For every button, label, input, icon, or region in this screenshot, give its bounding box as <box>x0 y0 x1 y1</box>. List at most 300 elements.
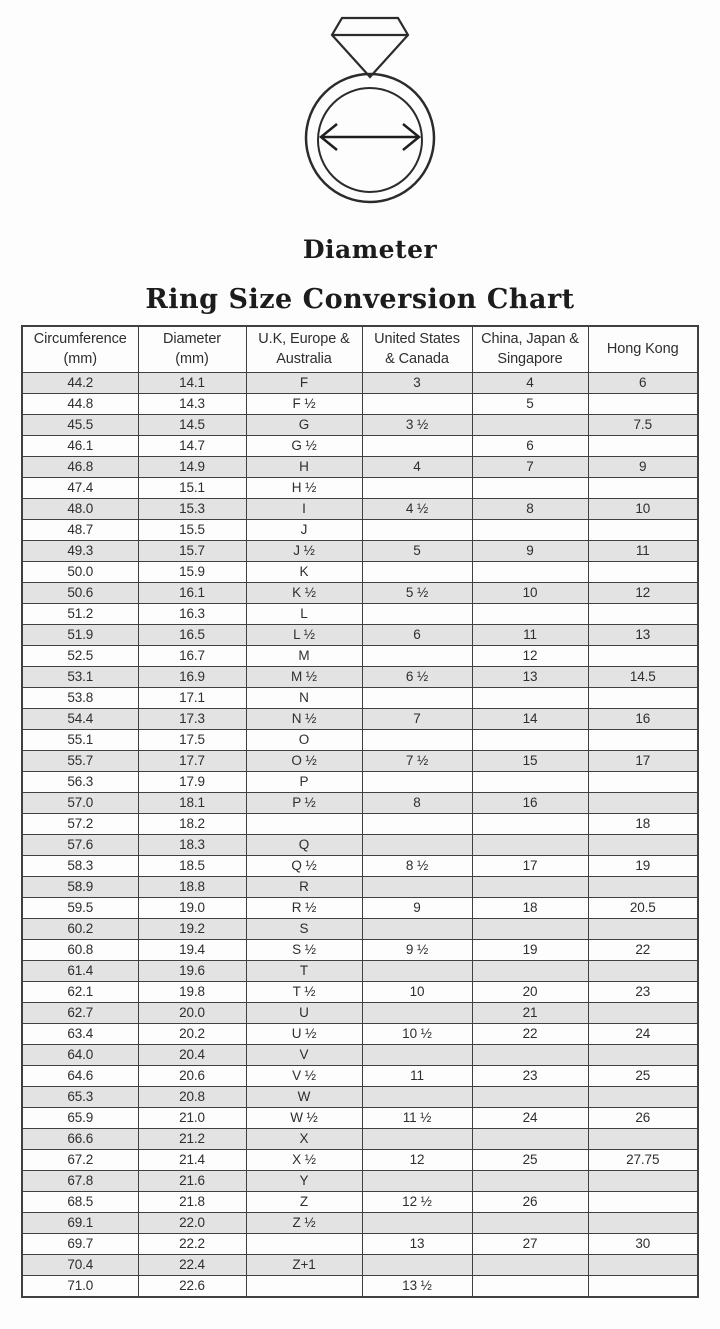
cell-hong-kong <box>588 918 698 939</box>
cell-hong-kong <box>588 1128 698 1149</box>
cell-uk-europe-australia: G ½ <box>246 435 362 456</box>
table-row <box>22 435 698 456</box>
cell-uk-europe-australia: N <box>246 687 362 708</box>
cell-circumference-mm: 54.4 <box>22 708 138 729</box>
cell-diameter-mm: 22.4 <box>138 1254 246 1275</box>
cell-hong-kong <box>588 645 698 666</box>
table-row <box>22 1212 698 1233</box>
cell-circumference-mm: 57.0 <box>22 792 138 813</box>
cell-us-canada: 11 ½ <box>362 1107 472 1128</box>
cell-china-japan-singapore <box>472 1254 588 1275</box>
table-row <box>22 939 698 960</box>
cell-circumference-mm: 69.7 <box>22 1233 138 1254</box>
cell-hong-kong <box>588 393 698 414</box>
cell-diameter-mm: 17.5 <box>138 729 246 750</box>
cell-circumference-mm: 49.3 <box>22 540 138 561</box>
cell-hong-kong <box>588 1002 698 1023</box>
cell-china-japan-singapore: 14 <box>472 708 588 729</box>
cell-hong-kong <box>588 1275 698 1297</box>
cell-us-canada <box>362 918 472 939</box>
column-header-hong-kong: Hong Kong <box>588 326 698 372</box>
cell-diameter-mm: 18.5 <box>138 855 246 876</box>
cell-china-japan-singapore: 9 <box>472 540 588 561</box>
cell-hong-kong: 12 <box>588 582 698 603</box>
cell-diameter-mm: 15.1 <box>138 477 246 498</box>
cell-circumference-mm: 60.8 <box>22 939 138 960</box>
cell-us-canada <box>362 1170 472 1191</box>
cell-uk-europe-australia: H <box>246 456 362 477</box>
cell-china-japan-singapore: 24 <box>472 1107 588 1128</box>
table-row <box>22 540 698 561</box>
table-row <box>22 813 698 834</box>
cell-diameter-mm: 21.6 <box>138 1170 246 1191</box>
cell-circumference-mm: 50.6 <box>22 582 138 603</box>
table-row <box>22 1065 698 1086</box>
table-row <box>22 561 698 582</box>
cell-uk-europe-australia: U <box>246 1002 362 1023</box>
cell-hong-kong <box>588 834 698 855</box>
cell-hong-kong <box>588 729 698 750</box>
cell-uk-europe-australia: P <box>246 771 362 792</box>
cell-circumference-mm: 50.0 <box>22 561 138 582</box>
table-row <box>22 876 698 897</box>
table-row <box>22 897 698 918</box>
cell-circumference-mm: 58.3 <box>22 855 138 876</box>
table-row <box>22 771 698 792</box>
cell-us-canada: 3 <box>362 372 472 393</box>
cell-us-canada: 10 <box>362 981 472 1002</box>
cell-circumference-mm: 60.2 <box>22 918 138 939</box>
cell-us-canada <box>362 393 472 414</box>
cell-china-japan-singapore <box>472 477 588 498</box>
table-row <box>22 1233 698 1254</box>
cell-uk-europe-australia <box>246 1233 362 1254</box>
table-row <box>22 1044 698 1065</box>
table-row <box>22 708 698 729</box>
cell-hong-kong: 14.5 <box>588 666 698 687</box>
cell-hong-kong: 26 <box>588 1107 698 1128</box>
cell-china-japan-singapore: 10 <box>472 582 588 603</box>
cell-uk-europe-australia: U ½ <box>246 1023 362 1044</box>
cell-diameter-mm: 16.3 <box>138 603 246 624</box>
cell-diameter-mm: 19.2 <box>138 918 246 939</box>
cell-uk-europe-australia: P ½ <box>246 792 362 813</box>
cell-china-japan-singapore: 17 <box>472 855 588 876</box>
table-row <box>22 1128 698 1149</box>
table-row <box>22 456 698 477</box>
ring-size-conversion-table <box>21 325 699 1298</box>
cell-uk-europe-australia: L ½ <box>246 624 362 645</box>
cell-diameter-mm: 21.0 <box>138 1107 246 1128</box>
cell-diameter-mm: 19.6 <box>138 960 246 981</box>
table-row <box>22 624 698 645</box>
cell-china-japan-singapore <box>472 519 588 540</box>
cell-us-canada <box>362 771 472 792</box>
cell-hong-kong <box>588 519 698 540</box>
cell-china-japan-singapore: 20 <box>472 981 588 1002</box>
cell-uk-europe-australia: K <box>246 561 362 582</box>
cell-us-canada <box>362 834 472 855</box>
cell-uk-europe-australia: M ½ <box>246 666 362 687</box>
cell-hong-kong: 6 <box>588 372 698 393</box>
cell-china-japan-singapore <box>472 960 588 981</box>
cell-diameter-mm: 19.8 <box>138 981 246 1002</box>
cell-circumference-mm: 59.5 <box>22 897 138 918</box>
cell-circumference-mm: 51.9 <box>22 624 138 645</box>
cell-uk-europe-australia: Q <box>246 834 362 855</box>
cell-uk-europe-australia: V <box>246 1044 362 1065</box>
cell-us-canada <box>362 1002 472 1023</box>
cell-diameter-mm: 17.1 <box>138 687 246 708</box>
cell-hong-kong: 13 <box>588 624 698 645</box>
cell-hong-kong <box>588 1212 698 1233</box>
cell-china-japan-singapore <box>472 729 588 750</box>
cell-hong-kong <box>588 477 698 498</box>
cell-china-japan-singapore <box>472 834 588 855</box>
cell-us-canada <box>362 813 472 834</box>
cell-us-canada: 4 ½ <box>362 498 472 519</box>
cell-us-canada <box>362 960 472 981</box>
cell-hong-kong <box>588 1191 698 1212</box>
cell-uk-europe-australia: T <box>246 960 362 981</box>
column-header-uk-europe-australia: U.K, Europe & Australia <box>246 326 362 372</box>
cell-hong-kong <box>588 435 698 456</box>
cell-hong-kong <box>588 792 698 813</box>
cell-us-canada: 7 <box>362 708 472 729</box>
cell-china-japan-singapore <box>472 414 588 435</box>
cell-circumference-mm: 55.7 <box>22 750 138 771</box>
table-row <box>22 834 698 855</box>
cell-diameter-mm: 14.1 <box>138 372 246 393</box>
table-row <box>22 1023 698 1044</box>
table-row <box>22 1107 698 1128</box>
cell-circumference-mm: 66.6 <box>22 1128 138 1149</box>
cell-uk-europe-australia: V ½ <box>246 1065 362 1086</box>
cell-uk-europe-australia: F <box>246 372 362 393</box>
cell-diameter-mm: 16.1 <box>138 582 246 603</box>
cell-china-japan-singapore: 23 <box>472 1065 588 1086</box>
cell-hong-kong: 22 <box>588 939 698 960</box>
cell-china-japan-singapore: 15 <box>472 750 588 771</box>
table-row <box>22 750 698 771</box>
cell-hong-kong: 20.5 <box>588 897 698 918</box>
table-row <box>22 1149 698 1170</box>
cell-circumference-mm: 48.0 <box>22 498 138 519</box>
cell-hong-kong <box>588 771 698 792</box>
cell-diameter-mm: 19.4 <box>138 939 246 960</box>
cell-uk-europe-australia <box>246 1275 362 1297</box>
cell-uk-europe-australia: Q ½ <box>246 855 362 876</box>
cell-us-canada <box>362 1212 472 1233</box>
cell-us-canada <box>362 603 472 624</box>
cell-circumference-mm: 47.4 <box>22 477 138 498</box>
cell-china-japan-singapore: 27 <box>472 1233 588 1254</box>
cell-diameter-mm: 22.2 <box>138 1233 246 1254</box>
cell-hong-kong <box>588 561 698 582</box>
cell-uk-europe-australia: M <box>246 645 362 666</box>
cell-us-canada <box>362 1254 472 1275</box>
cell-china-japan-singapore <box>472 687 588 708</box>
cell-china-japan-singapore: 7 <box>472 456 588 477</box>
cell-china-japan-singapore: 25 <box>472 1149 588 1170</box>
cell-uk-europe-australia: W ½ <box>246 1107 362 1128</box>
cell-us-canada <box>362 519 472 540</box>
cell-uk-europe-australia: T ½ <box>246 981 362 1002</box>
cell-hong-kong <box>588 960 698 981</box>
cell-china-japan-singapore: 8 <box>472 498 588 519</box>
cell-diameter-mm: 17.9 <box>138 771 246 792</box>
cell-circumference-mm: 71.0 <box>22 1275 138 1297</box>
column-header-china-japan-singapore: China, Japan & Singapore <box>472 326 588 372</box>
cell-china-japan-singapore: 6 <box>472 435 588 456</box>
cell-uk-europe-australia: R <box>246 876 362 897</box>
cell-circumference-mm: 67.2 <box>22 1149 138 1170</box>
cell-us-canada <box>362 645 472 666</box>
page-title: Ring Size Conversion Chart <box>145 284 575 315</box>
cell-diameter-mm: 18.1 <box>138 792 246 813</box>
cell-circumference-mm: 53.8 <box>22 687 138 708</box>
cell-us-canada: 4 <box>362 456 472 477</box>
cell-us-canada: 5 <box>362 540 472 561</box>
cell-uk-europe-australia: O <box>246 729 362 750</box>
cell-uk-europe-australia: X ½ <box>246 1149 362 1170</box>
cell-circumference-mm: 57.6 <box>22 834 138 855</box>
table-row <box>22 960 698 981</box>
cell-hong-kong <box>588 1254 698 1275</box>
cell-diameter-mm: 20.4 <box>138 1044 246 1065</box>
table-row <box>22 729 698 750</box>
cell-china-japan-singapore <box>472 813 588 834</box>
cell-diameter-mm: 21.4 <box>138 1149 246 1170</box>
cell-china-japan-singapore: 11 <box>472 624 588 645</box>
cell-uk-europe-australia: S ½ <box>246 939 362 960</box>
cell-china-japan-singapore: 16 <box>472 792 588 813</box>
cell-circumference-mm: 44.8 <box>22 393 138 414</box>
cell-diameter-mm: 20.6 <box>138 1065 246 1086</box>
cell-diameter-mm: 17.3 <box>138 708 246 729</box>
cell-diameter-mm: 20.8 <box>138 1086 246 1107</box>
cell-hong-kong: 23 <box>588 981 698 1002</box>
table-row <box>22 372 698 393</box>
table-row <box>22 519 698 540</box>
table-row <box>22 1002 698 1023</box>
cell-circumference-mm: 70.4 <box>22 1254 138 1275</box>
cell-diameter-mm: 19.0 <box>138 897 246 918</box>
cell-diameter-mm: 22.6 <box>138 1275 246 1297</box>
cell-china-japan-singapore <box>472 1044 588 1065</box>
cell-circumference-mm: 48.7 <box>22 519 138 540</box>
column-header-diameter: Diameter (mm) <box>138 326 246 372</box>
cell-uk-europe-australia: H ½ <box>246 477 362 498</box>
cell-uk-europe-australia: N ½ <box>246 708 362 729</box>
cell-uk-europe-australia: X <box>246 1128 362 1149</box>
table-row <box>22 603 698 624</box>
cell-diameter-mm: 18.8 <box>138 876 246 897</box>
table-row <box>22 855 698 876</box>
cell-uk-europe-australia: Y <box>246 1170 362 1191</box>
cell-circumference-mm: 46.1 <box>22 435 138 456</box>
cell-china-japan-singapore <box>472 1128 588 1149</box>
cell-circumference-mm: 62.1 <box>22 981 138 1002</box>
cell-china-japan-singapore <box>472 1086 588 1107</box>
cell-diameter-mm: 21.2 <box>138 1128 246 1149</box>
cell-china-japan-singapore: 5 <box>472 393 588 414</box>
table-row <box>22 414 698 435</box>
cell-circumference-mm: 44.2 <box>22 372 138 393</box>
cell-circumference-mm: 65.3 <box>22 1086 138 1107</box>
table-row <box>22 687 698 708</box>
cell-us-canada <box>362 1128 472 1149</box>
cell-uk-europe-australia: S <box>246 918 362 939</box>
cell-circumference-mm: 69.1 <box>22 1212 138 1233</box>
cell-circumference-mm: 64.6 <box>22 1065 138 1086</box>
cell-china-japan-singapore <box>472 1212 588 1233</box>
table-row <box>22 645 698 666</box>
cell-us-canada: 8 ½ <box>362 855 472 876</box>
cell-circumference-mm: 57.2 <box>22 813 138 834</box>
cell-circumference-mm: 45.5 <box>22 414 138 435</box>
cell-diameter-mm: 18.2 <box>138 813 246 834</box>
cell-us-canada: 6 <box>362 624 472 645</box>
cell-china-japan-singapore <box>472 1170 588 1191</box>
cell-circumference-mm: 64.0 <box>22 1044 138 1065</box>
cell-diameter-mm: 20.2 <box>138 1023 246 1044</box>
cell-hong-kong: 9 <box>588 456 698 477</box>
cell-us-canada: 13 <box>362 1233 472 1254</box>
table-row <box>22 1170 698 1191</box>
cell-circumference-mm: 67.8 <box>22 1170 138 1191</box>
cell-uk-europe-australia <box>246 813 362 834</box>
cell-uk-europe-australia: G <box>246 414 362 435</box>
table-row <box>22 1191 698 1212</box>
cell-china-japan-singapore: 13 <box>472 666 588 687</box>
cell-hong-kong: 27.75 <box>588 1149 698 1170</box>
cell-us-canada <box>362 876 472 897</box>
cell-uk-europe-australia: I <box>246 498 362 519</box>
cell-us-canada: 9 <box>362 897 472 918</box>
cell-circumference-mm: 52.5 <box>22 645 138 666</box>
table-body <box>22 372 698 1297</box>
table-row <box>22 1275 698 1297</box>
cell-china-japan-singapore: 18 <box>472 897 588 918</box>
cell-diameter-mm: 16.5 <box>138 624 246 645</box>
cell-uk-europe-australia: L <box>246 603 362 624</box>
cell-hong-kong <box>588 1044 698 1065</box>
table-row <box>22 498 698 519</box>
cell-diameter-mm: 16.7 <box>138 645 246 666</box>
cell-china-japan-singapore: 12 <box>472 645 588 666</box>
cell-diameter-mm: 14.5 <box>138 414 246 435</box>
cell-us-canada: 5 ½ <box>362 582 472 603</box>
cell-us-canada <box>362 561 472 582</box>
cell-hong-kong: 30 <box>588 1233 698 1254</box>
cell-uk-europe-australia: W <box>246 1086 362 1107</box>
table-row <box>22 666 698 687</box>
table-row <box>22 393 698 414</box>
cell-hong-kong: 25 <box>588 1065 698 1086</box>
page-header <box>0 0 720 315</box>
cell-us-canada: 12 ½ <box>362 1191 472 1212</box>
table-row <box>22 1086 698 1107</box>
cell-diameter-mm: 22.0 <box>138 1212 246 1233</box>
cell-china-japan-singapore: 26 <box>472 1191 588 1212</box>
cell-china-japan-singapore <box>472 876 588 897</box>
cell-diameter-mm: 18.3 <box>138 834 246 855</box>
table-row <box>22 477 698 498</box>
cell-hong-kong: 17 <box>588 750 698 771</box>
cell-china-japan-singapore: 22 <box>472 1023 588 1044</box>
cell-hong-kong: 19 <box>588 855 698 876</box>
cell-us-canada <box>362 1044 472 1065</box>
cell-diameter-mm: 16.9 <box>138 666 246 687</box>
cell-hong-kong: 10 <box>588 498 698 519</box>
cell-hong-kong <box>588 603 698 624</box>
cell-us-canada: 3 ½ <box>362 414 472 435</box>
cell-circumference-mm: 62.7 <box>22 1002 138 1023</box>
cell-hong-kong <box>588 1086 698 1107</box>
cell-uk-europe-australia: K ½ <box>246 582 362 603</box>
cell-circumference-mm: 56.3 <box>22 771 138 792</box>
diagram-label: Diameter <box>302 235 438 264</box>
cell-us-canada <box>362 687 472 708</box>
cell-uk-europe-australia: R ½ <box>246 897 362 918</box>
cell-uk-europe-australia: F ½ <box>246 393 362 414</box>
cell-uk-europe-australia: J ½ <box>246 540 362 561</box>
cell-uk-europe-australia: J <box>246 519 362 540</box>
cell-us-canada: 7 ½ <box>362 750 472 771</box>
table-row <box>22 1254 698 1275</box>
cell-us-canada: 13 ½ <box>362 1275 472 1297</box>
cell-us-canada <box>362 1086 472 1107</box>
cell-circumference-mm: 68.5 <box>22 1191 138 1212</box>
cell-circumference-mm: 51.2 <box>22 603 138 624</box>
cell-uk-europe-australia: O ½ <box>246 750 362 771</box>
cell-china-japan-singapore: 21 <box>472 1002 588 1023</box>
cell-us-canada: 12 <box>362 1149 472 1170</box>
cell-us-canada <box>362 729 472 750</box>
cell-china-japan-singapore <box>472 561 588 582</box>
cell-diameter-mm: 14.7 <box>138 435 246 456</box>
cell-us-canada <box>362 477 472 498</box>
cell-diameter-mm: 14.3 <box>138 393 246 414</box>
cell-hong-kong: 7.5 <box>588 414 698 435</box>
cell-diameter-mm: 20.0 <box>138 1002 246 1023</box>
cell-china-japan-singapore <box>472 1275 588 1297</box>
table-row <box>22 918 698 939</box>
cell-china-japan-singapore <box>472 603 588 624</box>
cell-china-japan-singapore <box>472 918 588 939</box>
cell-us-canada: 11 <box>362 1065 472 1086</box>
cell-circumference-mm: 58.9 <box>22 876 138 897</box>
table-row <box>22 792 698 813</box>
cell-china-japan-singapore: 19 <box>472 939 588 960</box>
cell-us-canada: 10 ½ <box>362 1023 472 1044</box>
cell-uk-europe-australia: Z ½ <box>246 1212 362 1233</box>
table-row <box>22 981 698 1002</box>
table-row <box>22 582 698 603</box>
cell-us-canada <box>362 435 472 456</box>
cell-us-canada: 6 ½ <box>362 666 472 687</box>
cell-diameter-mm: 15.5 <box>138 519 246 540</box>
cell-circumference-mm: 63.4 <box>22 1023 138 1044</box>
cell-china-japan-singapore: 4 <box>472 372 588 393</box>
cell-hong-kong <box>588 1170 698 1191</box>
cell-us-canada: 8 <box>362 792 472 813</box>
table-header <box>22 326 698 372</box>
cell-hong-kong <box>588 687 698 708</box>
cell-hong-kong: 24 <box>588 1023 698 1044</box>
cell-diameter-mm: 15.9 <box>138 561 246 582</box>
